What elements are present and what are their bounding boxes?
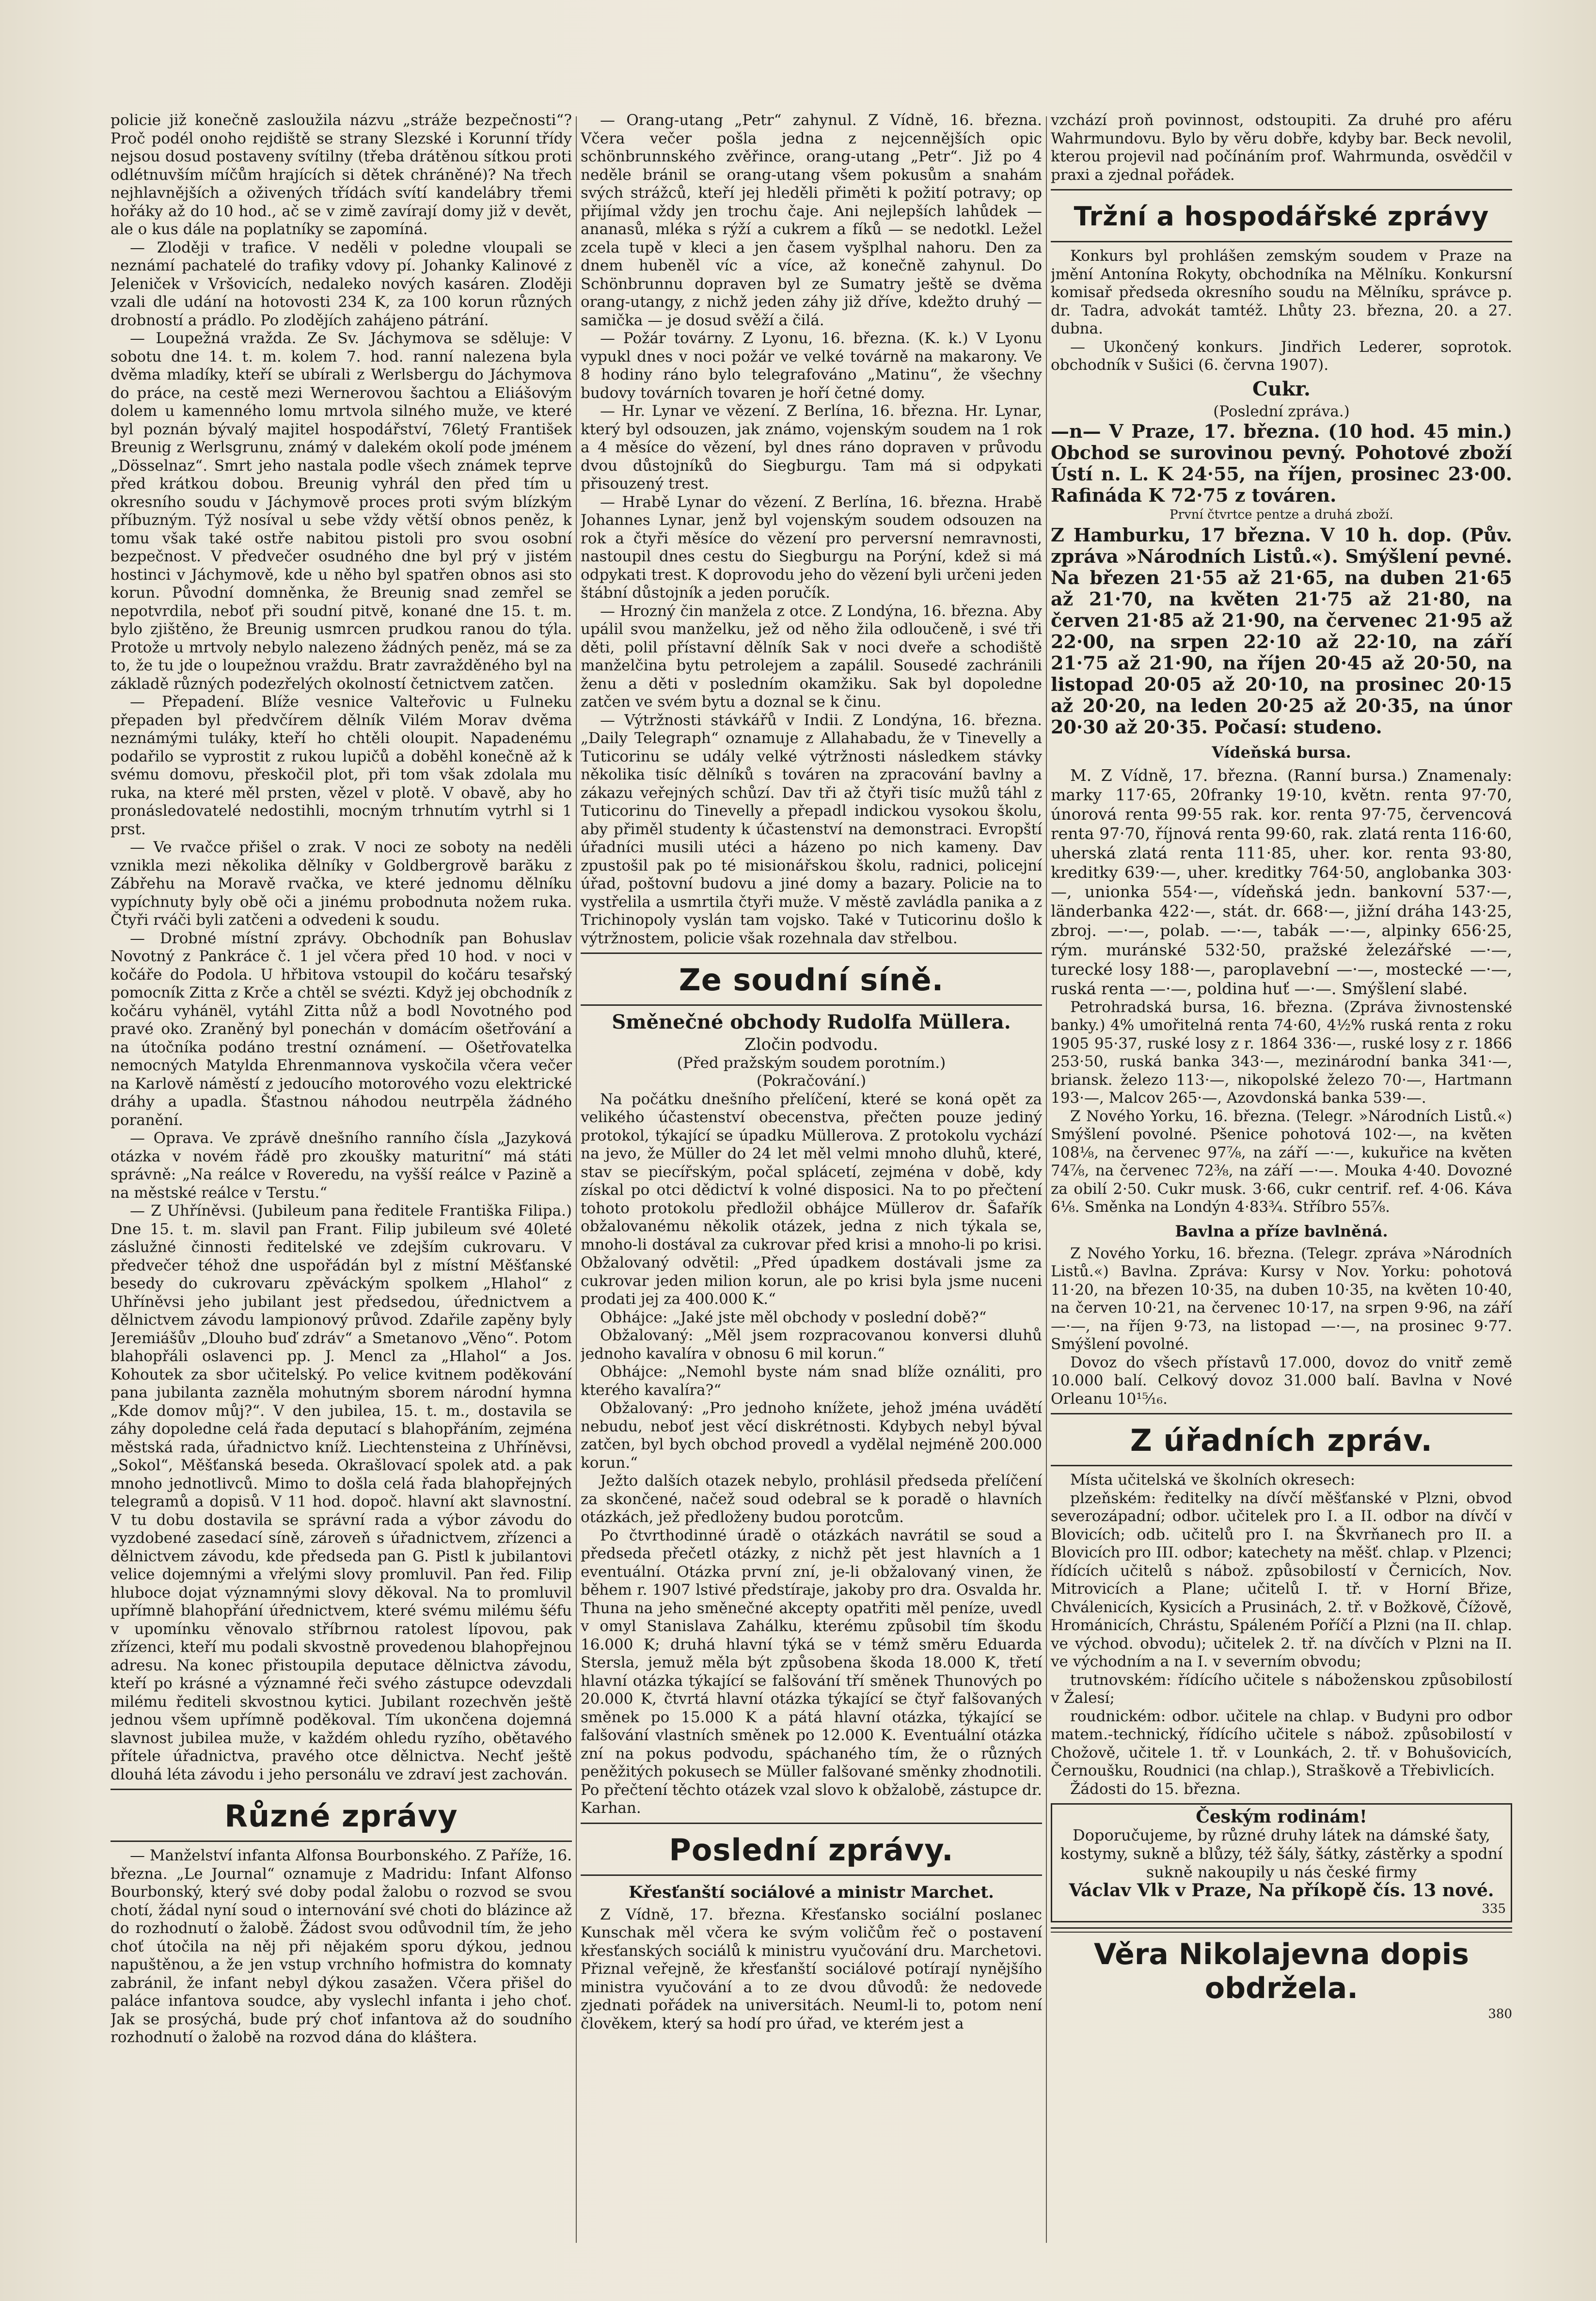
article-paragraph: Obhájce: „Jaké jste měl obchody v poslední době?“ (600, 1308, 987, 1326)
article-paragraph: trutnovském: řídícího učitele s náboženskou způsobilostí v Žalesí; (1051, 1671, 1512, 1707)
article-paragraph: — Manželství infanta Alfonsa Bourbonského. Z Paříže, 16. března. „Le Journal“ oznamuje z Madridu: Infant Alfonso Bourbonský, který své doby podal žalobu o rozvod se svou chotí, žádal nyní soud o internování své choti do blázince až do rozhodnutí o žalobě. Žádost svou odůvodnil tím, že jeho choť útočila na něj při nějakém sporu dýkou, jednou napuštěnou, a že jen vstup vrchního hofmistra do komnaty zabránil, že infant nebyl dýkou zasažen. Včera přišel do paláce infantova soudce, aby vyslechl infanta i jeho choť. Jak se prosýchá, bude prý choť infantova až do soudního rozhodnutí o žalobě na rozvod dána do kláštera. (111, 1847, 572, 2046)
article-paragraph: — Oprava. Ve zprávě dnešního ranního čísla „Jazyková otázka v novém řádě pro zkoušky maturitní“ má státi správně: „Na reálce v Roveredu, na vyšší reálce v Pazině a na městské reálce v Terstu.“ (111, 1129, 572, 1202)
article-paragraph: — Loupežná vražda. Ze Sv. Jáchymova se sděluje: V sobotu dne 14. t. m. kolem 7. hod. ranní nalezena byla dvěma mladíky, kteří se ubírali z Werlsbergu do Jáchymova do práce, na cestě mezi Wernerovou šachtou a Eliášovým dolem u kamenného lomu mrtvola silného muže, ve které byl poznán bývalý majitel hospodářství, 76letý František Breunig z Werlsgrunu, známý v dalekém okolí pode jménem „Dösselnaz“. Smrt jeho nastala podle všech známek teprve před krátkou dobou. Breunig vyhrál den před tím u okresního soudu v Jáchymově proces proti svým blízkým příbuzným. Týž nosíval u sebe vždy větší obnos peněz, k tomu však také ostře nabitou pistoli pro svou osobní bezpečnost. V předvečer osudného dne byl prý v jistém hostinci v Jáchymově, kde u něho byl spatřen obnos asi sto korun. Původní domněnka, že Breunig snad zemřel se nepotvrdila, neboť při soudní pitvě, konané dne 15. t. m. bylo zjištěno, že Breunig usmrcen prudkou ranou do týla. Protože u mrtvoly nebylo nalezeno žádných peněz, má se za to, že tu jde o loupežnou vraždu. Bratr zavražděného byl na základě různých podezřelých okolností četnictvem zatčen. (111, 330, 572, 693)
ad-firm: Václav Vlk v Praze, Na příkopě čís. 13 nové. (1069, 1880, 1494, 1901)
section-divider (581, 952, 1042, 954)
section-divider (1051, 189, 1512, 190)
article-paragraph: — Zloději v trafice. V neděli v poledne vloupali se neznámí pachatelé do trafiky vdovy pí. Johanky Kalinové z Jeleniček v Vršovicích, nedaleko nových kasáren. Zloději vzali dle udání na hotovosti 234 K, za 100 korun různých drobností a prádlo. Po zlodějích zahájeno pátrání. (111, 238, 572, 329)
ad-title: Českým rodinám! (1196, 1807, 1367, 1827)
section-divider (1051, 1413, 1512, 1414)
section-heading-posledni-zpravy: Poslední zprávy. (669, 1832, 954, 1868)
article-paragraph: Na počátku dnešního přelíčení, které se koná opět za velikého účastenství obecenstva, přečten pouze jediný protokol, týkající se úpadku Müllerova. Z protokolu vychází na jevo, že Müller do 24 let měl velmi mnoho dluhů, které, stav se piecířským, počal splácetí, zejména v době, kdy získal po otci dědictví k volné disposici. Na to po přečtení tohoto protokolu předložil obhájce Müllerov dr. Šafařík obžalovanému několik otázek, jedna z nich týkala se, mnoho-li dostával za cukrovar před krisi a mnoho-li po krisi. Obžalovaný odvětil: „Před úpadkem dostávali jsme za cukrovar jeden milion korun, ale po krisi byla jsme nuceni prodati jej za 400.000 K.“ (581, 1090, 1042, 1308)
section-divider (581, 1874, 1042, 1876)
article-paragraph: — Výtržnosti stávkářů v Indii. Z Londýna, 16. března. „Daily Telegraph“ oznamuje z Allahabadu, že v Tinevelly a Tuticorinu se udály velké výtržnosti následkem stávky několika tisíc dělníků s továren na zpracování bavlny a zákazu veřejných schůzí. Dav tři až čtyři tisíc mužů táhl z Tuticorinu do Tinevelly a přepadl indickou vysokou školu, aby přiměl studenty k účastenství na demonstraci. Evropští úřadníci musili utéci a házeno po nich kameny. Dav zpustošil pak po té misionářskou školu, radnici, policejní úřad, poštovní budovu a jiné domy a bazary. Policie na to vystřelila a usmrtila čtyři muže. V městě zavládla panika a z Trichinopoly vyslán tam vojsko. Také v Tuticorinu došlo k výtržnostem, policie však rozehnala dav střelbou. (581, 711, 1042, 947)
advertisement-box (1051, 1803, 1512, 1922)
article-paragraph: — Hrabě Lynar do vězení. Z Berlína, 16. března. Hrabě Johannes Lynar, jenž byl vojenským soudem odsouzen na rok a čtyři měsíce do vězení pro perversní nemravnosti, nastoupil dnes cestu do Siegburgu na Porýní, kdež si má odpykati trest. K doprovodu jeho do vězení byli určeni jeden štábní důstojník a jeden poručík. (581, 493, 1042, 602)
column-2 (581, 111, 1042, 2262)
article-paragraph: Obžalovaný: „Pro jednoho knížete, jehož jména uvádětí nebudu, neboť jest věcí diskrétnosti. Kdybych nebyl býval zatčen, byl bych obchod provedl a vydělal nejméně 200.000 korun.“ (581, 1399, 1042, 1472)
article-paragraph: — Ukončený konkurs. Jindřich Lederer, soprotok. obchodník v Sušici (6. června 1907). (1051, 338, 1512, 374)
ad-body: Doporučujeme, by různé druhy látek na dámské šaty, kostymy, sukně a blůzy, též šály, šátky, zástěrky a spodní sukně nakoupily u nás české firmy (1060, 1826, 1503, 1881)
article-paragraph: Obhájce: „Nemohl byste nám snad blíže oználiti, pro kterého kavalíra?“ (581, 1363, 1042, 1399)
article-note: První čtvrtce pentze a druhá zboží. (1169, 508, 1393, 522)
section-heading-soudni-sin: Ze soudní síně. (679, 962, 944, 998)
ad-notice: Věra Nikolajevna dopis obdržela. (1093, 1937, 1470, 2005)
article-paragraph: — Ve rvačce přišel o zrak. V noci ze soboty na neděli vznikla mezi několika dělníky v Goldbergrově barăku z Zábřehu na Moravě rvačka, ve které jednomu dělníku vypíchnuty byly obě oči a jinému probodnuta nožem ruka. Čtyři rváči byli zatčeni a odvedeni k soudu. (111, 839, 572, 929)
article-title: Směnečné obchody Rudolfa Müllera. (612, 1011, 1011, 1033)
article-paragraph: vzchází proň povinnost, odstoupiti. Za druhé pro aféru Wahrmundovu. Bylo by věru dobře, kdyby bar. Beck nevolil, kterou projevil nad počínáním prof. Wahrmunda, osvědčil v praxi a zjednal pořádek. (1051, 111, 1512, 184)
article-subtitle: (Před pražským soudem porotním.) (677, 1054, 946, 1072)
column-rule (576, 116, 577, 2243)
column-3 (1051, 111, 1512, 2262)
article-paragraph: Konkurs byl prohlášen zemským soudem v Praze na jmění Antonína Rokyty, obchodníka na Mělníku. Konkursní komisař předseda okresního soudu na Mělníku, správce p. dr. Tadra, advokát tamtéž. Lhůty 23. března, 20. a 27. dubna. (1051, 247, 1512, 337)
column-rule (1046, 116, 1047, 2243)
subsection-heading-burza: Vídeňská bursa. (1212, 743, 1351, 762)
section-heading-uradni-zpravy: Z úřadních zpráv. (1130, 1423, 1433, 1458)
article-paragraph: Z Nového Yorku, 16. března. (Telegr. zpráva »Národních Listů.«) Bavlna. Zpráva: Kursy v Nov. Yorku: pohotová 11·20, na březen 10·35, na duben 10·35, na květen 10·40, na červen 10·21, na červenec 10·17, na srpen 9·96, na září —·—, na říjen 9·73, na listopad —·—, na prosinec 9·77. Smýšlení povolné. (1051, 1244, 1512, 1353)
article-paragraph: Po čtvrthodinné úradě o otázkách navrátil se soud a předseda přečetl otázky, z nichž pět jest hlavních a 1 eventuální. Otázka první zní, je-li obžalovaný vinen, že během r. 1907 lstivé předstíraje, jakoby pro dra. Osvalda hr. Thuna na jeho směnečné akcepty opatřiti měl peníze, uvedl v omyl Stanislava Zahálku, kterému způsobil tím škodu 16.000 K; druhá hlavní týká se v témž směru Eduarda Stersla, jemuž měla být způsobena škoda 18.000 K, třetí hlavní otázka týkající se falšování tří směnek Thunových po 20.000 K, čtvrtá hlavní otázka týkající se čtyř falšovaných směnek po 15.000 K a pátá hlavní otázka, týkající se falšování vlastních směnek po 12.000 K. Eventuální otázka zní na pokus podvodu, spáchaného tím, že o různých peněžitých pokusech se Müller falšované směnky zhodnotili. Po přečtení těchto otázek vzal slovo k obžalobě, zástupce dr. Karhan. (581, 1526, 1042, 1817)
article-paragraph: — Hrozný čin manžela z otce. Z Londýna, 16. března. Aby upálil svou manželku, jež od něho žila odloučeně, i své tři děti, polil přístavní dělník Sak v noci dveře a schodiště manželčina bytu petrolejem a zapálil. Sousedé zachránili ženu a děti v posledním okamžiku. Sak byl dopoledne zatčen ve svém bytu a doznal se k činu. (581, 602, 1042, 711)
article-paragraph: —n— V Praze, 17. března. (10 hod. 45 min.) Obchod se surovinou pevný. Pohotové zboží Ústí n. L. K 24·55, na říjen, prosinec 23·00. Rafináda K 72·75 z továren. (1051, 420, 1512, 506)
column-1 (111, 111, 572, 2262)
article-paragraph: plzeňském: ředitelky na dívčí měšťanské v Plzni, obvod severozápadní; odbor. učitelek pro I. a II. odbor na dívčí v Blovicích; odb. učitelů pro I. na Škvrňanech pro II. a Blovicích pro III. odbor; katechety na měšť. chlap. v Plzenci; řídících učitelů s nábož. způsobilostí v Černicích, Nov. Mitrovicích a Plane; učitelů I. tř. v Horní Břize, Chválenicích, Kysicích a Prusinách, 2. tř. v Božkově, Čížově, Hrománicích, Chrástu, Spáleném Poříčí a Plzni (na II. chlap. ve východ. obvodu); učitelek 2. tř. na dívčích v Plzni na II. ve východním a na I. v severním obvodu; (1051, 1489, 1512, 1670)
subsection-heading-bavlna: Bavlna a příze bavlněná. (1175, 1222, 1388, 1240)
article-paragraph: Dovoz do všech přístavů 17.000, dovoz do vnitř země 10.000 balí. Celkový dovoz 31.000 balí. Bavlna v Nové Orleanu 10¹⁵⁄₁₆. (1051, 1353, 1512, 1408)
section-heading-trzni-zpravy: Tržní a hospodářské zprávy (1074, 201, 1489, 232)
article-paragraph: Petrohradská bursa, 16. března. (Zpráva živnostenské banky.) 4% umořitelná renta 74·60, 4½% ruská renta z roku 1905 95·37, ruské losy z r. 1864 336·—, ruské losy z r. 1866 253·50, ruská banka 343·—, mezinárodní banka 341·—, briansk. železo 113·—, nikopolské železo 70·—, Hartmann 193·—, Malcov 265·—, Azovdonská banka 539·—. (1051, 998, 1512, 1107)
article-paragraph: Z Nového Yorku, 16. března. (Telegr. »Národních Listů.«) Smýšlení povolné. Pšenice pohotová 102·—, na květen 108⅛, na červenec 97⅞, na září —·—, kukuřice na květen 74⅞, na červenec 72⅜, na září —·—. Mouka 4·40. Dovozné za obilí 2·50. Cukr musk. 3·66, cukr centrif. ref. 4·06. Káva 6⅛. Směnka na Londýn 4·83¾. Stříbro 55⅞. (1051, 1107, 1512, 1216)
article-paragraph: — Drobné místní zprávy. Obchodník pan Bohuslav Novotný z Pankráce č. 1 jel včera před 10 hod. v noci v kočáře do Podola. U hřbitova vstoupil do kočáru tesařský pomocník Zitta z Krče a chtěl se svézti. Když jej obchodník z kočáru vyhánël, vytáhl Zitta nůž a bodl Novotného pod pravé oko. Zraněný byl ponechán v domácím ošetřování a na útočníka podáno trestní oznámení. — Ošetřovatelka nemocných Matylda Ehrenmannova vyskočila včera večer na Karlově náměstí z jedoucího motorového vozu elektrické dráhy a upadla. Šťastnou náhodou neutrpěla žádného poranění. (111, 929, 572, 1129)
article-paragraph: — Z Uhříněvsi. (Jubileum pana ředitele Františka Filipa.) Dne 15. t. m. slavil pan Frant. Filip jubileum své 40leté záslužné činnosti ředitelské ve zdejším cukrovaru. V předvečer téhož dne uspořádán byl z místní Měšťanské besedy do cukrovaru zpěváckým spolkem „Hlahol“ z Uhříněvsi jeho jubilant jest předsedou, úřednictvem a dělnictvem závodu lampionový průvod. Zdařile zapěny byly Jeremiášův „Dlouho buď zdráv“ a Smetanovo „Věno“. Potom blahopřáli oslavenci pp. J. Mencl za „Hlahol“ a Jos. Kohoutek za sbor učitelský. Po velice kvitnem poděkování pana jubilanta zazněla mohutným sborem národní hymna „Kde domov můj?“. V den jubilea, 15. t. m., dostavila se záhy dopoledne celá řada deputací s blahopřáním, zejména městská rada, úřadnictvo kníž. Liechtensteina z Uhříněvsi, „Sokol“, Měšťanská beseda. Okrašlovací spolek atd. a pak mnoho jednotlivců. Mimo to došla celá řada blahopřejných telegramů a dopisů. V 11 hod. dopoč. hlavní akt slavnostní. V tu dobu dostavila se správní rada a výbor závodu do vyzdobené zasedací síně, zároveň s úřadnictvem, zřízenci a dělnictvem závodu, kde předseda pan G. Pistl k jubilantovi velice dojemnými a vřelými slovy promluvil. Pan řed. Filip hluboce dojat významnými slovy děkoval. Na to promluvil upřímně blahopřání úřednictvem, které svému milému šéfu v upomínku věnovalo stříbrnou ratolest lípovou, pak zřízenci, kteří mu podali skvostně provedenou blahopřejnou adresu. Na konec přistoupila deputace dělnictva závodu, kteří po krásné a významné řeči svého zástupce odevzdali milému řediteli skvostnou kytici. Jubilant rozechvěn ještě jednou všem upřímně poděkoval. Tím ukončena dojemná slavnost jubilea muže, v každém ohledu ryzího, obětavého přítele úřadnictva, pravého otce dělnictva. Nechť ještě dlouhá léta závodu i jeho personálu ve zdraví jest zachován. (111, 1202, 572, 1783)
article-paragraph: Z Hamburku, 17 března. V 10 h. dop. (Pův. zpráva »Národních Listů.«). Smýšlení pevné. Na březen 21·55 až 21·65, na duben 21·65 až 21·70, na květen 21·75 až 21·80, na červen 21·85 až 21·90, na červenec 21·95 až 22·00, na srpen 22·10 až 22·10, na září 21·75 až 21·90, na říjen 20·45 až 20·50, na listopad 20·05 až 20·10, na prosinec 20·15 až 20·20, na leden 20·25 až 20·35, na únor 20·30 až 20·35. Počasí: studeno. (1051, 524, 1512, 738)
ad-number: 335 (1482, 1902, 1506, 1916)
section-heading-ruzne-zpravy: Různé zprávy (224, 1798, 458, 1834)
article-paragraph: Obžalovaný: „Měl jsem rozpracovanou konversi dluhů jednoho kavalíra v obnosu 6 mil korun.“ (581, 1327, 1042, 1363)
article-paragraph: — Hr. Lynar ve vězení. Z Berlína, 16. března. Hr. Lynar, který byl odsouzen, jak známo, vojenským soudem na 1 rok a 4 měsíce do vězení, byl dnes ráno dopraven v průvodu dvou důstojníků do Siegburgu. Tam má si odpykati přisouzený trest. (581, 402, 1042, 492)
article-paragraph: Ježto dalších otazek nebylo, prohlásil předseda přelíčení za skončené, načež soud odebral se k poradě o hlavních otázkách, jež předloženy budou porotcům. (581, 1472, 1042, 1526)
article-paragraph: Z Vídně, 17. března. Křesťansko sociální poslanec Kunschak měl včera ke svým voličům řeč o postavení křesťanských sociálů k ministru vyučování dru. Marchetovi. Přiznal veřejně, že křesťanští sociálové potírají nynějšího ministra vyučování a to ze dvou důvodů: že nedovede zjednati pořádek na universitách. Neuml-li to, potom není člověkem, který sa hodí pro úřad, ve kterém jest a (581, 1905, 1042, 2032)
article-subtitle: (Pokračování.) (756, 1072, 867, 1090)
section-divider (581, 1004, 1042, 1006)
ad-number: 380 (1488, 2007, 1512, 2021)
section-divider (111, 1789, 572, 1790)
article-subtitle: Zločin podvodu. (744, 1035, 878, 1054)
article-paragraph: — Přepadení. Blíže vesnice Valteřovic u Fulneku přepaden byl předvčírem dělník Vilém Morav dvěma neznámými tuláky, kteří ho chtěli oloupit. Napadenému podařilo se vyprostit z rukou lupičů a doběhl konečně až k svému domovu, přeskočil plot, při tom však zdolala mu ruka, na které měl prsten, vězel v plotě. V obavě, aby ho pronásledovatelé nedostihli, mocným trhnutím vytrhl si 1 prst. (111, 693, 572, 838)
section-divider (581, 1823, 1042, 1824)
article-paragraph: roudnickém: odbor. učitele na chlap. v Budyni pro odbor matem.-technický, řídícího učitele s nábož. způsobilostí v Chožově, učitele 1. tř. v Lounkách, 2. tř. v Bohušovicích, Černoušku, Roudnici (na chlap.), Straškově a Třebivlicích. (1051, 1707, 1512, 1779)
article-paragraph: Žádosti do 15. března. (1070, 1780, 1241, 1798)
article-paragraph: Místa učitelská ve školních okresech: (1070, 1471, 1356, 1489)
article-paragraph: — Požár továrny. Z Lyonu, 16. března. (K. k.) V Lyonu vypukl dnes v noci požár ve velké továrně na makarony. Ve 8 hodiny ráno bylo telegrafováno „Matinu“, že všechny budovy továrních tovaren je hoří četné domy. (581, 330, 1042, 402)
section-divider (1051, 1927, 1512, 1933)
article-paragraph: M. Z Vídně, 17. března. (Ranní bursa.) Znamenaly: marky 117·65, 20franky 19·10, květn. renta 97·70, únorová renta 99·55 rak. kor. renta 97·75, červencová renta 97·70, říjnová renta 99·60, rak. zlatá renta 116·60, uherská zlatá renta 111·85, uher. kor. renta 93·80, kreditky 639·—, uher. kreditky 764·50, anglobanka 303·—, unionka 554·—, vídeňská jedn. bankovní 537·—, länderbanka 422·—, stát. dr. 668·—, jižní dráha 143·25, zbroj. —·—, polab. —·—, tabák —·—, alpinky 656·25, rým. muránské 532·50, pražské železářské —·—, turecké losy 188·—, paroplavební —·—, mostecké —·—, ruská renta —·—, poldina huť —·—. Smýšlení slabé. (1051, 765, 1512, 998)
section-divider (1051, 241, 1512, 242)
article-paragraph: — Orang-utang „Petr“ zahynul. Z Vídně, 16. března. Včera večer pošla jedna z nejcennějších opic schönbrunnského zvěřince, orang-utang „Petr“. Již po 4 neděle bránil se orang-utang všem pokusům a snahám svých strážců, kteří jej hleděli přiměti k požití potravy; op přijímal vždy jen trochu čaje. Ani nejlepších lahůdek — ananasů, mléka s rýží a cukrem a fíků — se nedotkl. Ležel zcela tupě v kleci a jen časem vyšplhal nahoru. Den za dnem hubeněl víc a více, až konečně zahynul. Do Schönbrunnu dopraven byl ze Sumatry ještě se dvěma orang-utangy, z nichž jeden záhy již dříve, kdežto druhý — samička — je dosud svěží a čilá. (581, 111, 1042, 329)
article-title: Křesťanští sociálové a ministr Marchet. (629, 1882, 994, 1902)
subsection-subtitle: (Poslední zpráva.) (1213, 402, 1350, 420)
subsection-heading-cukr: Cukr. (1252, 377, 1311, 400)
article-paragraph: policie již konečně zasloužila názvu „stráže bezpečnosti“? Proč podél onoho rejdiště se strany Slezské i Korunní třídy nejsou dosud postaveny svítilny (třeba drátěnou sítkou proti odlétnuvším míčům hrajících si dětek chráněné)? Na třech nejhlavnějších a oživených třídách svítí kandelábry třemi hořáky až do 10 hod., ač se v zimě zavírají domy již v devět, ale o kus dále na poplatníky se zapomíná. (111, 111, 572, 238)
section-divider (111, 1841, 572, 1842)
section-divider (1051, 1465, 1512, 1466)
